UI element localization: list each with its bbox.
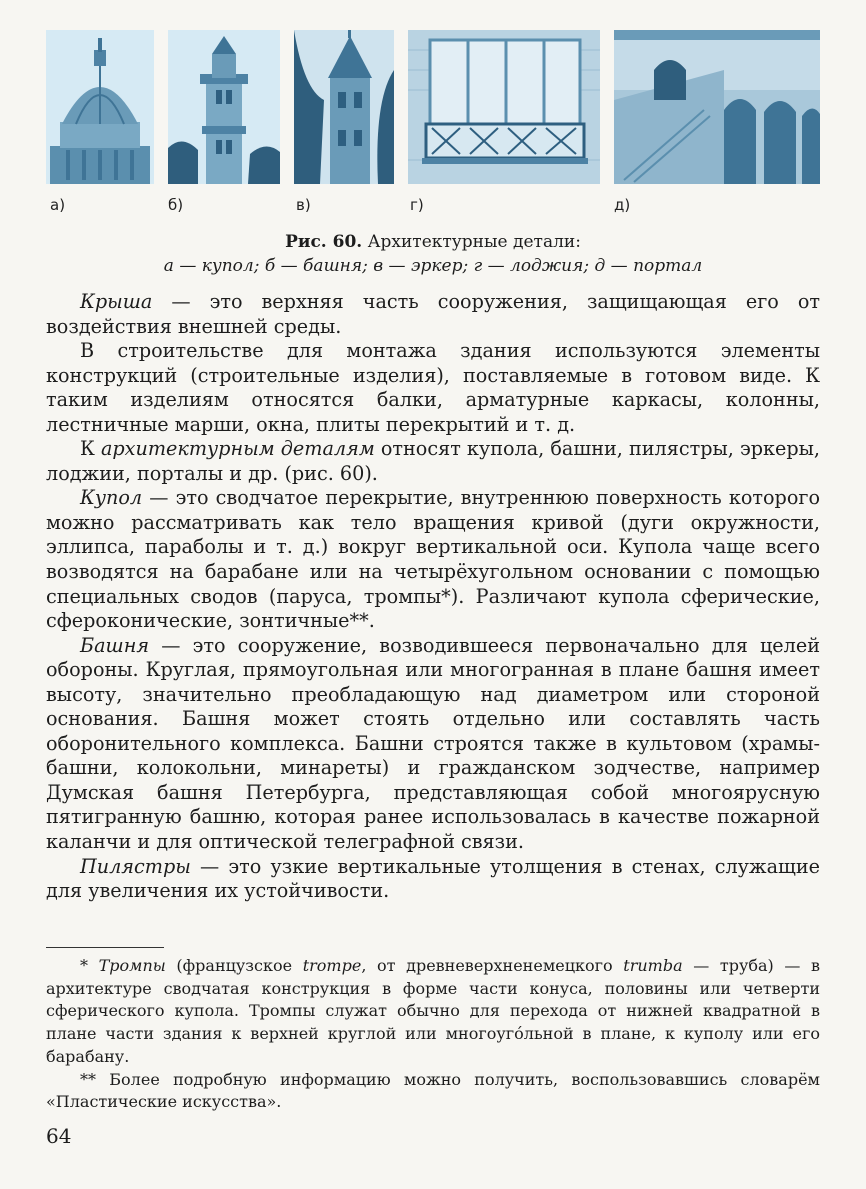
footnote-text: (французское <box>165 956 303 975</box>
term: Башня <box>80 633 150 657</box>
photo-label-d: д) <box>614 196 631 214</box>
footnote-mark: * <box>80 956 99 975</box>
photo-portal <box>614 30 820 184</box>
photo-label-v: в) <box>296 196 311 214</box>
photo-label-b: б) <box>168 196 184 214</box>
photo-label-g: г) <box>410 196 424 214</box>
photo-dome <box>46 30 154 184</box>
term: Пилястры <box>80 854 191 878</box>
photo-oriel <box>294 30 394 184</box>
page-number: 64 <box>46 1124 72 1148</box>
term: Крыша <box>80 290 153 313</box>
paragraph-tower <box>46 634 820 855</box>
photo-label-a: а) <box>50 196 66 214</box>
caption-title: Архитектурные детали: <box>367 232 581 252</box>
paragraph-roof <box>46 290 820 339</box>
term: Купол <box>80 486 143 510</box>
figure-photos <box>46 30 820 184</box>
footnotes <box>46 955 820 1114</box>
footnote-divider <box>46 947 164 948</box>
paragraph-text: — это узкие вертикальные утолщения в стенах, служащие для увеличения их устойчивости. <box>46 854 820 903</box>
paragraph-text: — это сооружение, возводившееся первоначально для целей обороны. Круглая, прямоугольная или многогранная в плане башня имеет высоту, значительно преобладающую над диаметром или стороной основания. Башня может стоять отдельно или составлять часть оборонительного комплекса. Башни строятся также в культовом (храмы-башни, колокольни, минареты) и гражданском зодчестве, например Думская башня Петербурга, представляющая собой многоярусную пятигранную башню, которая ранее использовалась в качестве пожарной каланчи и для оптической телеграфной связи. <box>46 633 820 854</box>
paragraph-text: — это верхняя часть сооружения, защищающая его от воздействия внешней среды. <box>46 290 820 338</box>
figure-caption <box>0 230 866 278</box>
photo-loggia <box>408 30 600 184</box>
paragraph-details <box>46 437 820 486</box>
footnote-text: — труба) — в архитектуре сводчатая конструкция в форме части конуса, половины или четверти сферического купола. Тромпы служат обычно для перехода от нижней квадратной в плане части здания к верхней круглой или многоуго́льной в плане, к куполу или его барабану. <box>46 956 821 1066</box>
body-text <box>46 290 820 904</box>
footnote-2: ** Более подробную информацию можно получить, воспользовавшись словарём «Пластические искусства». <box>46 1069 820 1112</box>
paragraph-dome <box>46 486 820 633</box>
footnote-foreign-word: trompe <box>302 956 362 975</box>
paragraph-pre: К <box>80 437 101 461</box>
photo-tower <box>168 30 280 184</box>
footnote-foreign-word: trumba <box>623 956 683 975</box>
term: архитектурным деталям <box>100 437 375 461</box>
footnote-text: , от древневерхненемецкого <box>361 956 624 975</box>
caption-legend: а — купол; б — башня; в — эркер; г — лоджия; д — портал <box>163 256 703 276</box>
paragraph-text: — это сводчатое перекрытие, внутреннюю поверхность которого можно рассматривать как тело вращения кривой (дуги окружности, эллипса, параболы и т. д.) вокруг вертикальной оси. Купола чаще всего возводятся на барабане или на четырёхугольном основании с помощью специальных сводов (паруса, тромпы*). Различают купола сферические, сфероконические, зонтичные**. <box>46 486 820 633</box>
footnote-term: Тромпы <box>98 956 166 975</box>
caption-number: Рис. 60. <box>285 232 363 252</box>
paragraph-text: относят купола, башни, пилястры, эркеры, лоджии, порталы и др. (рис. 60). <box>46 437 820 485</box>
footnote-1 <box>46 955 820 1069</box>
paragraph-elements <box>46 339 820 437</box>
paragraph-text: В строительстве для монтажа здания используются элементы конструкций (строительные изделия), поставляемые в готовом виде. К таким изделиям относятся балки, арматурные каркасы, колонны, лестничные марши, окна, плиты перекрытий и т. д. <box>46 339 820 436</box>
paragraph-pilasters <box>46 855 820 904</box>
